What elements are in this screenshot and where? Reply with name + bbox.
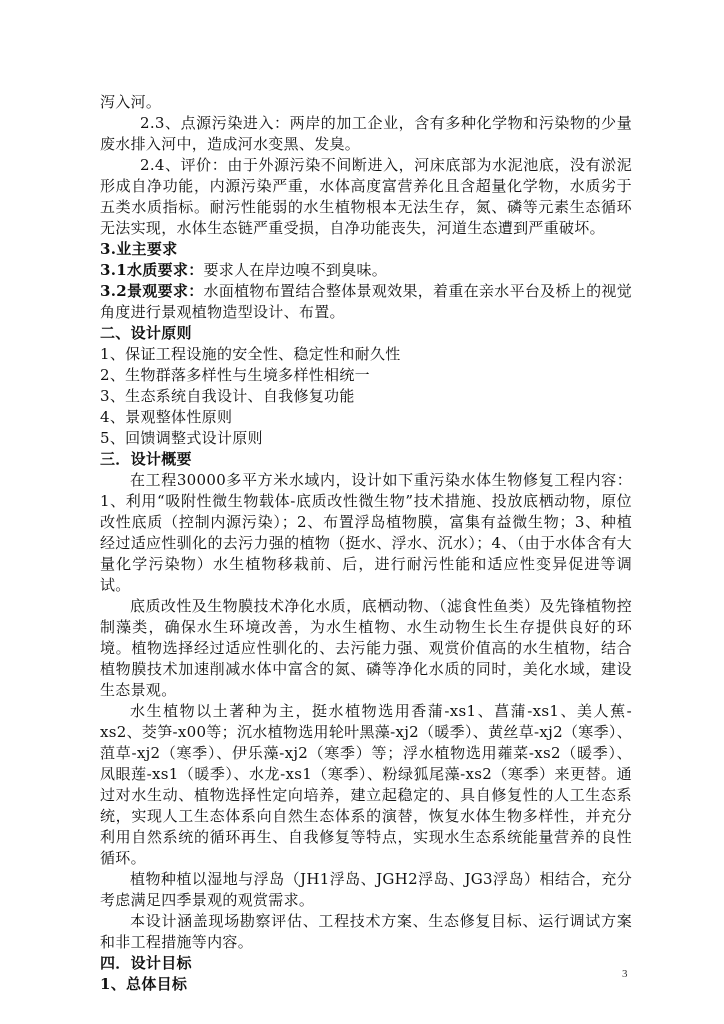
list-item: 3、生态系统自我设计、自我修复功能 [100, 387, 355, 405]
label-landscape: 3.2景观要求： [100, 282, 204, 300]
list-item: 2、生物群落多样性与生境多样性相统一 [100, 366, 370, 384]
paragraph-planting: 植物种植以湿地与浮岛（JH1浮岛、JGH2浮岛、JG3浮岛）相结合，充分考虑满足四季景观的观赏需求。 [100, 870, 632, 909]
page-body [100, 92, 632, 995]
list-item: 4、景观整体性原则 [100, 408, 233, 426]
paragraph-aquatic-plants: 水生植物以土著种为主，挺水植物选用香蒲-xs1、菖蒲-xs1、美人蕉-xs2、茭笋-x00等；沉水植物选用轮叶黑藻-xj2（暖季）、黄丝草-xj2（寒季）、菹草-xj2（寒季）、伊乐藻-xj2（寒季）等；浮水植物选用蕹菜-xs2（暖季）、凤眼莲-xs1（暖季）、水龙-xs1（寒季）、粉绿狐尾藻-xs2（寒季）来更替。通过对水生动、植物选择性定向培养，建立起稳定的、具自修复性的人工生态系统，实现人工生态体系向自然生态体系的演替，恢复水体生物多样性，并充分利用自然系统的循环再生、自我修复等特点，实现水生态系统能量营养的良性循环。 [100, 702, 632, 867]
paragraph-design-coverage: 本设计涵盖现场勘察评估、工程技术方案、生态修复目标、运行调试方案和非工程措施等内容。 [100, 912, 632, 951]
paragraph-landscape [100, 281, 632, 323]
label-water-quality: 3.1水质要求： [100, 261, 204, 279]
paragraph-point-source: 2.3、点源污染进入：两岸的加工企业，含有多种化学物和污染物的少量废水排入河中，造成河水变黑、发臭。 [100, 114, 632, 153]
heading-owner-requirements: 3.业主要求 [100, 240, 178, 258]
heading-design-principles: 二、设计原则 [100, 324, 192, 342]
heading-design-goals: 四．设计目标 [100, 954, 192, 972]
heading-overall-goals: 1、总体目标 [100, 975, 188, 993]
paragraph-water-quality [100, 260, 632, 281]
paragraph-continuation: 泻入河。 [100, 93, 162, 111]
text-water-quality: 要求人在岸边嗅不到臭味。 [203, 261, 388, 279]
paragraph-evaluation: 2.4、评价：由于外源污染不间断进入，河床底部为水泥池底，没有淤泥形成自净功能，内源污染严重，水体高度富营养化且含超量化学物，水质劣于五类水质指标。耐污性能弱的水生植物根本无法生存，氮、磷等元素生态循环无法实现，水体生态链严重受损，自净功能丧失，河道生态遭到严重破坏。 [100, 156, 632, 237]
page-number: 3 [622, 968, 628, 980]
list-item: 5、回馈调整式设计原则 [100, 429, 263, 447]
paragraph-project-scope: 在工程30000多平方米水域内，设计如下重污染水体生物修复工程内容：1、利用“吸附性微生物载体-底质改性微生物”技术措施、投放底栖动物，原位改性底质（控制内源污染）；2、布置浮岛植物膜，富集有益微生物；3、种植经过适应性驯化的去污力强的植物（挺水、浮水、沉水）；4、（由于水体含有大量化学污染物）水生植物移栽前、后，进行耐污性能和适应性变异促进等调试。 [100, 471, 632, 594]
text-landscape: 水面植物布置结合整体景观效果，着重在亲水平台及桥上的视觉角度进行景观植物造型设计、布置。 [100, 282, 632, 321]
heading-design-overview: 三．设计概要 [100, 450, 192, 468]
paragraph-substrate-modification: 底质改性及生物膜技术净化水质，底栖动物、（滤食性鱼类）及先锋植物控制藻类，确保水生环境改善，为水生植物、水生动物生长生存提供良好的环境。植物选择经过适应性驯化的、去污能力强、观赏价值高的水生植物，结合植物膜技术加速削减水体中富含的氮、磷等净化水质的同时，美化水域，建设生态景观。 [100, 597, 632, 699]
list-item: 1、保证工程设施的安全性、稳定性和耐久性 [100, 345, 401, 363]
